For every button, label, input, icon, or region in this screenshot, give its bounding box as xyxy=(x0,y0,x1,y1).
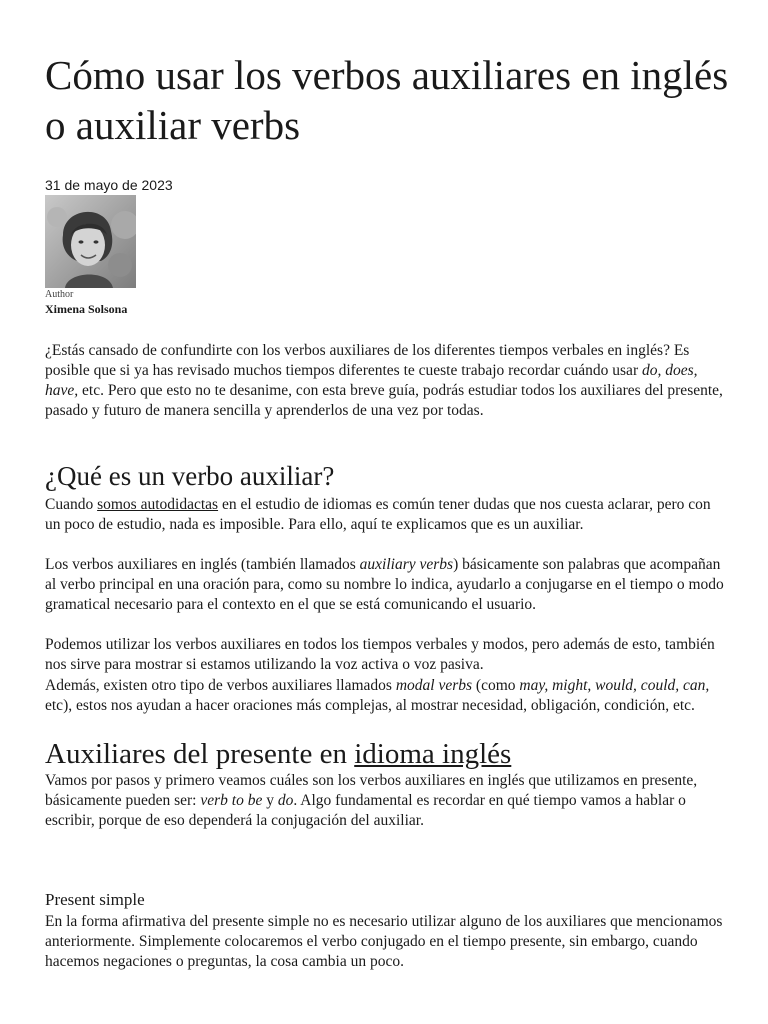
text: ) básicamente son palabras que acompañan al verbo principal en una oración para, como su nombre lo indica, ayudarlo a conjugarse en el tiempo o modo gramatical necesario para el contexto en el que se está comunicando el usuario. xyxy=(45,556,724,613)
text: Vamos por pasos y primero veamos cuáles son los verbos auxiliares en inglés que utilizamos en presente, básicamente pueden ser: xyxy=(45,772,698,809)
text: etc), estos nos ayudan a hacer oraciones más complejas, al mostrar necesidad, obligación, condición, etc. xyxy=(45,697,695,714)
emphasis: modal verbs xyxy=(395,677,473,694)
section1-paragraph-c: Podemos utilizar los verbos auxiliares en todos los tiempos verbales y modos, pero además de esto, también nos sirve para mostrar si estamos utilizando la voz activa o voz pasiva. xyxy=(45,636,715,673)
section-heading-auxiliary-verb: ¿Qué es un verbo auxiliar? xyxy=(45,461,335,491)
section1-paragraph-b xyxy=(45,555,725,615)
text: (como xyxy=(472,677,520,694)
link-idioma-ingles[interactable]: idioma inglés xyxy=(354,738,512,770)
intro-text-2: etc. Pero que esto no te desanime, con esta breve guía, podrás estudiar todos los auxiliares del presente, pasado y futuro de manera sencilla y aprenderlos de una vez por todas. xyxy=(45,382,723,419)
publish-date: 31 de mayo de 2023 xyxy=(45,177,173,193)
text: Cuando xyxy=(45,496,98,513)
author-name: Ximena Solsona xyxy=(45,302,128,316)
text: . Algo fundamental es recordar en qué tiempo vamos a hablar o escribir, porque de eso dependerá la conjugación del auxiliar. xyxy=(45,792,686,829)
intro-emphasis: do, does, have, xyxy=(45,362,698,399)
section2-paragraph xyxy=(45,771,725,831)
text: Auxiliares del presente en xyxy=(45,738,355,770)
section1-paragraph-a xyxy=(45,495,725,535)
text: Los verbos auxiliares en inglés (también llamados xyxy=(45,556,360,573)
emphasis: verb to be xyxy=(200,792,263,809)
text: y xyxy=(262,792,278,809)
subheading-present-simple: Present simple xyxy=(45,890,145,909)
emphasis: do xyxy=(277,792,294,809)
emphasis: may, might, would, could, can, xyxy=(519,677,710,694)
author-photo xyxy=(45,195,136,288)
author-label: Author xyxy=(45,289,74,300)
author-avatar xyxy=(45,195,136,288)
section1-paragraph-d xyxy=(45,676,725,716)
page-title: Cómo usar los verbos auxiliares en inglés o auxiliar verbs xyxy=(45,52,729,148)
text: en el estudio de idiomas es común tener dudas que nos cuesta aclarar, pero con un poco de estudio, nada es imposible. Para ello, aquí te explicamos que es un auxiliar. xyxy=(45,496,711,533)
link-somos-autodidactas[interactable]: somos autodidactas xyxy=(97,496,219,513)
intro-paragraph xyxy=(45,341,725,421)
intro-text-1: ¿Estás cansado de confundirte con los verbos auxiliares de los diferentes tiempos verbales en inglés? Es posible que si ya has revisado muchos tiempos diferentes te cueste trabajo recordar cuándo usar xyxy=(45,342,690,379)
section-heading-present-auxiliaries xyxy=(45,737,511,771)
text: Además, existen otro tipo de verbos auxiliares llamados xyxy=(45,677,396,694)
emphasis: auxiliary verbs xyxy=(359,556,454,573)
section3-paragraph: En la forma afirmativa del presente simple no es necesario utilizar alguno de los auxiliares que mencionamos anteriormente. Simplemente colocaremos el verbo conjugado en el tiempo presente, sin embargo, cuando hacemos negaciones o preguntas, la cosa cambia un poco. xyxy=(45,913,723,970)
